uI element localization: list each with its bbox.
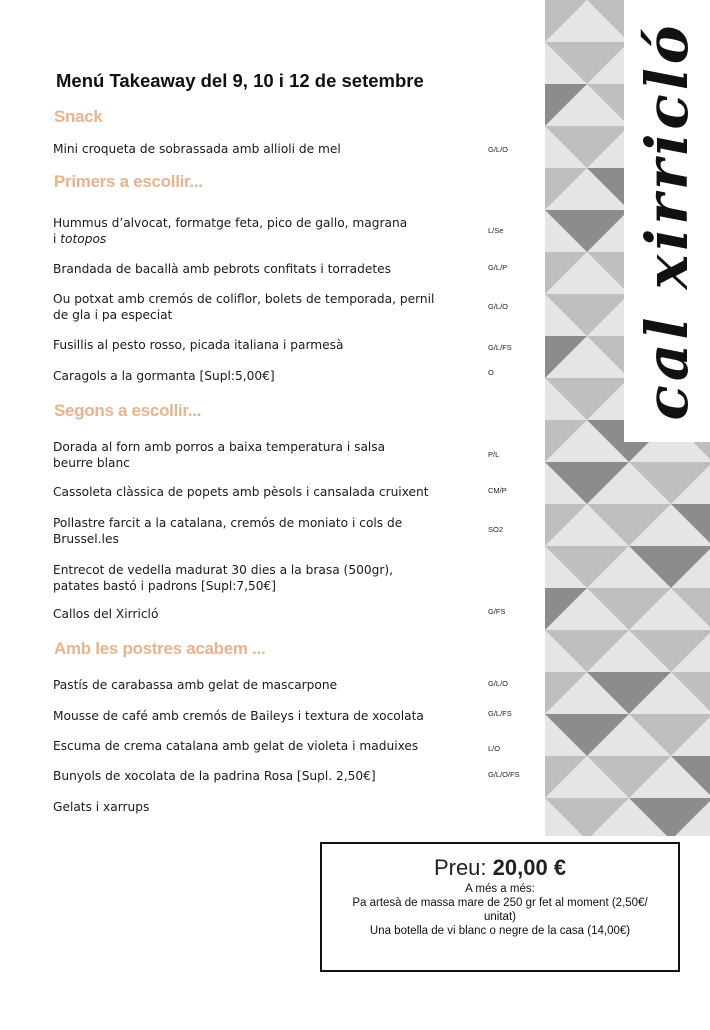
menu-item: [53, 562, 463, 594]
allergen-code: G/L/O: [488, 302, 509, 311]
allergen-code: CM/P: [488, 486, 507, 495]
logo-panel: [624, 0, 710, 442]
allergen-code: P/L: [488, 450, 500, 459]
menu-item-line: Ou potxat amb cremós de coliflor, bolets de temporada, pernil: [53, 292, 435, 306]
menu-item-name: Pastís de carabassa amb gelat de mascarpone: [53, 678, 338, 692]
allergen-code: O: [488, 368, 494, 377]
allergen-code: G/L/O: [488, 145, 509, 154]
menu-item: [53, 768, 463, 784]
menu-item-line: Pollastre farcit a la catalana, cremós de moniato i cols de: [53, 516, 403, 530]
menu-item: [53, 738, 463, 754]
allergen-code: L/O: [488, 744, 501, 753]
allergen-code: G/L/O: [488, 679, 509, 688]
menu-item-name: Cassoleta clàssica de popets amb pèsols i cansalada cruixent: [53, 485, 429, 499]
allergen-code: G/L/FS: [488, 709, 512, 718]
menu-item-name: Gelats i xarrups: [53, 800, 150, 814]
menu-item: [53, 708, 463, 724]
menu-item-line: de gla i pa especiat: [53, 308, 173, 322]
menu-title: Menú Takeaway del 9, 10 i 12 de setembre: [56, 70, 424, 91]
allergen-code: G/L/P: [488, 263, 508, 272]
menu-item-name: Escuma de crema catalana amb gelat de violeta i maduixes: [53, 739, 419, 753]
section-title-postres: Amb les postres acabem ...: [54, 639, 266, 658]
menu-item-name: Fusillis al pesto rosso, picada italiana i parmesà: [53, 338, 344, 352]
menu-item: [53, 261, 463, 277]
menu-item: [53, 291, 463, 323]
menu-item-italic-text: totopos: [60, 232, 107, 246]
extra-bread-line1: Pa artesà de massa mare de 250 gr fet al moment (2,50€/: [352, 897, 648, 909]
menu-item-line: Dorada al forn amb porros a baixa temperatura i salsa: [53, 440, 386, 454]
menu-item-name: Callos del Xirricló: [53, 607, 159, 621]
menu-item-name: Mini croqueta de sobrassada amb allioli de mel: [53, 142, 341, 156]
menu-item: [53, 337, 463, 353]
price-label: Preu:: [433, 855, 487, 880]
menu-item-line: Entrecot de vedella madurat 30 dies a la brasa (500gr),: [53, 563, 393, 577]
menu-item-line: Brussel.les: [53, 532, 119, 546]
menu-item: [53, 439, 463, 471]
extras-title: A més a més:: [465, 883, 535, 895]
allergen-code: G/FS: [488, 607, 506, 616]
allergen-code: G/L/O/FS: [488, 770, 520, 779]
price-line: [322, 854, 678, 882]
menu-item-name: Brandada de bacallà amb pebrots confitats i torradetes: [53, 262, 392, 276]
menu-item-line: Hummus d’alvocat, formatge feta, pico de gallo, magrana: [53, 216, 408, 230]
menu-item: [53, 215, 463, 247]
price-box: [320, 842, 680, 972]
section-title-segons: Segons a escollir...: [54, 401, 202, 420]
allergen-code: G/L/FS: [488, 343, 512, 352]
section-title-snack: Snack: [54, 107, 103, 126]
menu-item-name: Mousse de café amb cremós de Baileys i textura de xocolata: [53, 709, 424, 723]
extra-bread-line2: unitat): [484, 911, 516, 923]
menu-item-line: beurre blanc: [53, 456, 130, 470]
menu-item: [53, 141, 463, 157]
allergen-code: SO2: [488, 525, 504, 534]
menu-item: [53, 484, 463, 500]
brand-logo: cal xirricló: [633, 21, 701, 421]
menu-item: [53, 515, 463, 547]
menu-item-line: [53, 231, 463, 247]
menu-item-name: Caragols a la gormanta [Supl:5,00€]: [53, 369, 275, 383]
menu-item-line: patates bastó i padrons [Supl:7,50€]: [53, 579, 277, 593]
menu-item: [53, 799, 463, 815]
extra-wine: Una botella de vi blanc o negre de la casa (14,00€): [369, 925, 631, 937]
allergen-code: L/Se: [488, 226, 504, 235]
menu-item: [53, 606, 463, 622]
price-value: 20,00 €: [492, 855, 567, 880]
menu-item: [53, 368, 463, 384]
menu-item-text: i: [53, 232, 61, 246]
menu-item-name: Bunyols de xocolata de la padrina Rosa [Supl. 2,50€]: [53, 769, 376, 783]
menu-item: [53, 677, 463, 693]
section-title-primers: Primers a escollir...: [54, 172, 203, 191]
